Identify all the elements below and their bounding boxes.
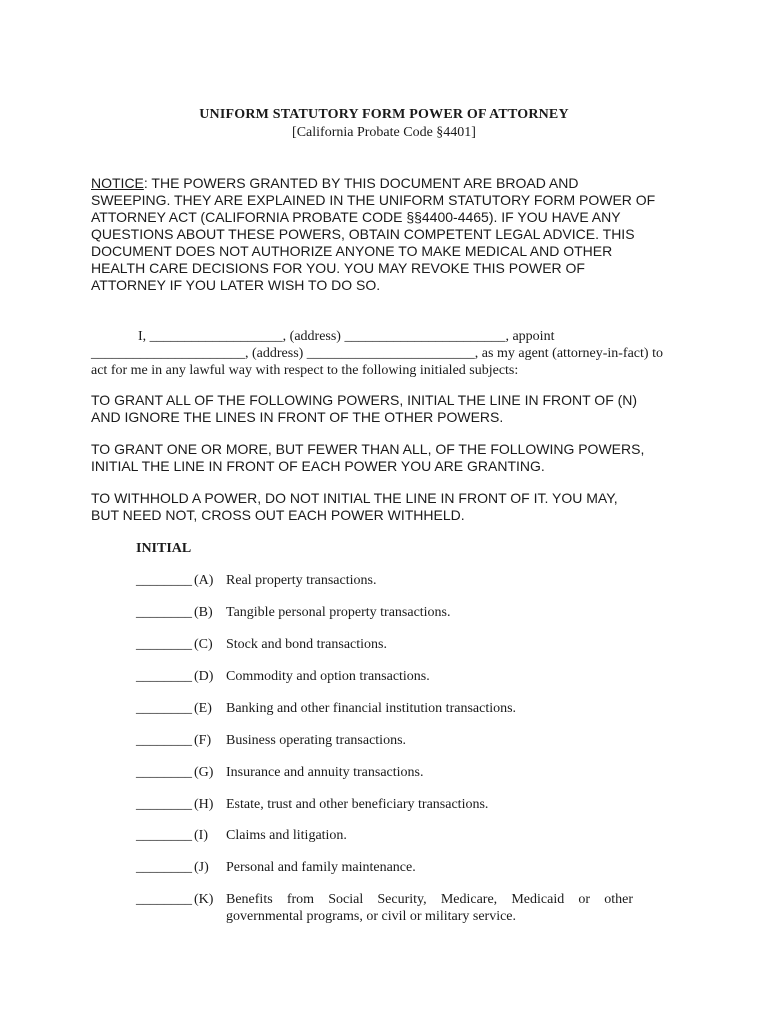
initial-blank[interactable]: ________ bbox=[136, 860, 192, 875]
power-letter: (H) bbox=[194, 797, 214, 812]
notice-line: ATTORNEY IF YOU LATER WISH TO DO SO. bbox=[91, 277, 381, 293]
instruction-line: TO GRANT ONE OR MORE, BUT FEWER THAN ALL, OF THE FOLLOWING POWERS, bbox=[91, 441, 645, 457]
notice-line-1: : THE POWERS GRANTED BY THIS DOCUMENT ARE BROAD AND bbox=[143, 175, 579, 191]
power-description: Estate, trust and other beneficiary transactions. bbox=[226, 797, 489, 812]
appointment-line-2: ______________________, (address) ________________________, as my agent (attorney-in-fact) to bbox=[91, 346, 663, 361]
initial-heading: INITIAL bbox=[136, 541, 192, 556]
instruction-line: INITIAL THE LINE IN FRONT OF EACH POWER YOU ARE GRANTING. bbox=[91, 458, 545, 474]
power-letter: (F) bbox=[194, 733, 212, 748]
power-letter: (I) bbox=[194, 828, 208, 843]
power-description: Real property transactions. bbox=[226, 573, 377, 588]
document-subtitle: [California Probate Code §4401] bbox=[292, 125, 476, 140]
initial-blank[interactable]: ________ bbox=[136, 701, 192, 716]
initial-blank[interactable]: ________ bbox=[136, 797, 192, 812]
power-description: Insurance and annuity transactions. bbox=[226, 765, 424, 780]
notice-line: DOCUMENT DOES NOT AUTHORIZE ANYONE TO MAKE MEDICAL AND OTHER bbox=[91, 243, 613, 259]
notice-line bbox=[91, 175, 677, 192]
power-description: Commodity and option transactions. bbox=[226, 669, 430, 684]
initial-blank[interactable]: ________ bbox=[136, 573, 192, 588]
instruction-grant-some bbox=[91, 441, 677, 475]
power-description: Benefits from Social Security, Medicare, Medicaid or other governmental programs, or civil or military service. bbox=[226, 892, 633, 924]
power-description: Tangible personal property transactions. bbox=[226, 605, 451, 620]
power-description: Stock and bond transactions. bbox=[226, 637, 387, 652]
power-description: Claims and litigation. bbox=[226, 828, 347, 843]
power-letter: (G) bbox=[194, 765, 214, 780]
instruction-withhold bbox=[91, 490, 677, 524]
notice-line: HEALTH CARE DECISIONS FOR YOU. YOU MAY REVOKE THIS POWER OF bbox=[91, 260, 585, 276]
power-letter: (C) bbox=[194, 637, 213, 652]
notice-label: NOTICE bbox=[91, 175, 144, 191]
power-letter: (J) bbox=[194, 860, 209, 875]
initial-blank[interactable]: ________ bbox=[136, 733, 192, 748]
instruction-line: AND IGNORE THE LINES IN FRONT OF THE OTHER POWERS. bbox=[91, 409, 504, 425]
power-letter: (K) bbox=[194, 892, 214, 907]
notice-paragraph bbox=[91, 175, 677, 294]
initial-blank[interactable]: ________ bbox=[136, 828, 192, 843]
power-description: Personal and family maintenance. bbox=[226, 860, 416, 875]
initial-blank[interactable]: ________ bbox=[136, 605, 192, 620]
appointment-line-3: act for me in any lawful way with respect to the following initialed subjects: bbox=[91, 363, 519, 378]
notice-line: QUESTIONS ABOUT THESE POWERS, OBTAIN COMPETENT LEGAL ADVICE. THIS bbox=[91, 226, 635, 242]
power-letter: (E) bbox=[194, 701, 212, 716]
appointment-paragraph bbox=[91, 328, 677, 379]
power-description: Banking and other financial institution transactions. bbox=[226, 701, 517, 716]
power-letter: (B) bbox=[194, 605, 213, 620]
initial-blank[interactable]: ________ bbox=[136, 765, 192, 780]
document-title: UNIFORM STATUTORY FORM POWER OF ATTORNEY bbox=[199, 107, 569, 122]
instruction-line: BUT NEED NOT, CROSS OUT EACH POWER WITHHELD. bbox=[91, 507, 465, 523]
initial-blank[interactable]: ________ bbox=[136, 669, 192, 684]
initial-blank[interactable]: ________ bbox=[136, 892, 192, 907]
initial-blank[interactable]: ________ bbox=[136, 637, 192, 652]
instruction-grant-all bbox=[91, 392, 677, 426]
power-description: Business operating transactions. bbox=[226, 733, 407, 748]
power-letter: (D) bbox=[194, 669, 214, 684]
notice-line: ATTORNEY ACT (CALIFORNIA PROBATE CODE §§4400-4465). IF YOU HAVE ANY bbox=[91, 209, 621, 225]
instruction-line: TO GRANT ALL OF THE FOLLOWING POWERS, INITIAL THE LINE IN FRONT OF (N) bbox=[91, 392, 638, 408]
instruction-line: TO WITHHOLD A POWER, DO NOT INITIAL THE LINE IN FRONT OF IT. YOU MAY, bbox=[91, 490, 618, 506]
notice-line: SWEEPING. THEY ARE EXPLAINED IN THE UNIFORM STATUTORY FORM POWER OF bbox=[91, 192, 656, 208]
power-letter: (A) bbox=[194, 573, 214, 588]
appointment-line-1: I, ___________________, (address) _______________________, appoint bbox=[138, 329, 555, 344]
